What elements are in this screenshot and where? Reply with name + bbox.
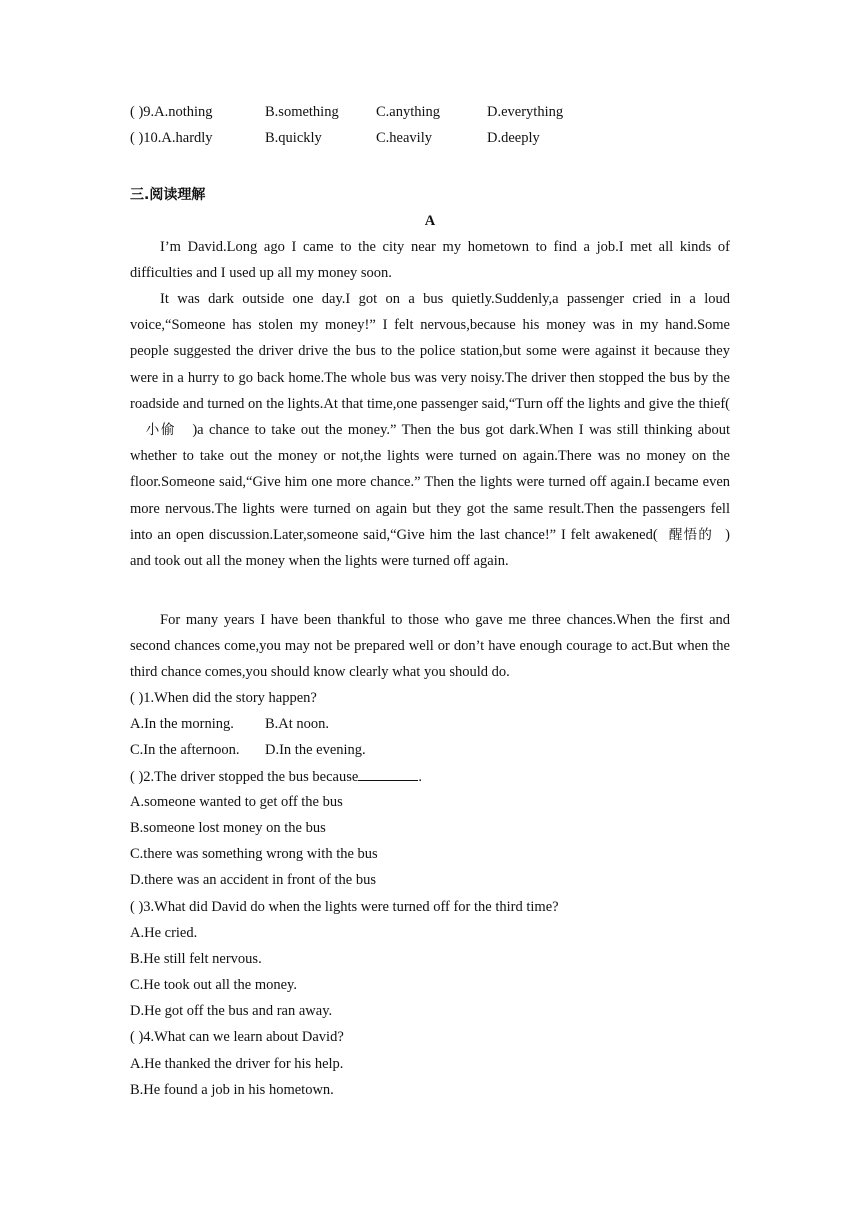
paragraph-text: ) and took out all the money when the lights were turned off again. — [130, 526, 730, 570]
question-4-option-b: B.He found a job in his hometown. — [130, 1082, 334, 1098]
question-4-stem: ( )4.What can we learn about David? — [130, 1029, 344, 1045]
question-2-option-c: C.there was something wrong with the bus — [130, 846, 378, 862]
option-d: D.everything — [487, 104, 564, 120]
gloss-awakened: 醒悟的 — [667, 526, 714, 543]
option-b: B.something — [265, 104, 339, 120]
option-d: D.deeply — [487, 130, 540, 146]
passage-title: A — [424, 213, 436, 229]
passage-paragraph-2 — [130, 286, 730, 574]
section-title: 三.阅读理解 — [130, 187, 206, 203]
cloze-option-row-9 — [130, 104, 730, 124]
question-2-option-a: A.someone wanted to get off the bus — [130, 794, 343, 810]
question-2-text: ( )2.The driver stopped the bus because — [130, 769, 359, 785]
question-1-option-c: C.In the afternoon. — [130, 742, 240, 758]
question-3-option-b: B.He still felt nervous. — [130, 951, 262, 967]
passage-paragraph-1: I’m David.Long ago I came to the city near my hometown to find a job.I met all kinds of difficulties and I used up all my money soon. — [130, 239, 730, 282]
question-4-option-a: A.He thanked the driver for his help. — [130, 1056, 344, 1072]
cloze-option-row-10 — [130, 130, 730, 150]
question-2-stem — [130, 768, 422, 786]
question-1-option-a: A.In the morning. — [130, 716, 234, 732]
question-number: ( )9.A.nothing — [130, 104, 213, 120]
question-2-option-d: D.there was an accident in front of the bus — [130, 872, 377, 888]
question-number: ( )10.A.hardly — [130, 130, 213, 146]
question-3-option-d: D.He got off the bus and ran away. — [130, 1003, 333, 1019]
option-c: C.anything — [376, 104, 441, 120]
paragraph-text: It was dark outside one day.I got on a bus quietly.Suddenly,a passenger cried in a loud voice,“Someone has stolen my money!” I felt nervous,because his money was in my hand.Some people suggested the driver drive the bus to the police station,but some were against it because they were in a hurry to go back home.The whole bus was very noisy.The driver then stopped the bus by the roadside and turned on the lights.At that time,one passenger said,“Turn off the lights and give the thief( — [130, 291, 730, 412]
question-1-option-b: B.At noon. — [265, 716, 330, 732]
option-c: C.heavily — [376, 130, 432, 146]
passage-paragraph-3: For many years I have been thankful to those who gave me three chances.When the first and second chances come,you may not be prepared well or don’t have enough courage to act.But when the third chance comes,you should know clearly what you should do. — [130, 612, 730, 681]
paragraph-text: )a chance to take out the money.” Then the bus got dark.When I was still thinking about whether to take out the money or not,the lights were turned on again.There was no money on the floor.Someone said,“Give him one more chance.” Then the lights were turned off again.I became even more nervous.The lights were turned on again but they got the same result.Then the passengers fell into an open discussion.Later,someone said,“Give him the last chance!” I felt awakened( — [130, 422, 730, 543]
option-b: B.quickly — [265, 130, 322, 146]
question-3-stem: ( )3.What did David do when the lights were turned off for the third time? — [130, 899, 559, 915]
question-1-stem: ( )1.When did the story happen? — [130, 690, 317, 706]
gloss-thief: 小偷 — [144, 422, 177, 439]
question-1-option-d: D.In the evening. — [265, 742, 366, 758]
question-3-option-c: C.He took out all the money. — [130, 977, 297, 993]
question-2-option-b: B.someone lost money on the bus — [130, 820, 326, 836]
answer-blank — [358, 768, 418, 781]
question-3-option-a: A.He cried. — [130, 925, 198, 941]
question-2-end: . — [418, 769, 422, 785]
